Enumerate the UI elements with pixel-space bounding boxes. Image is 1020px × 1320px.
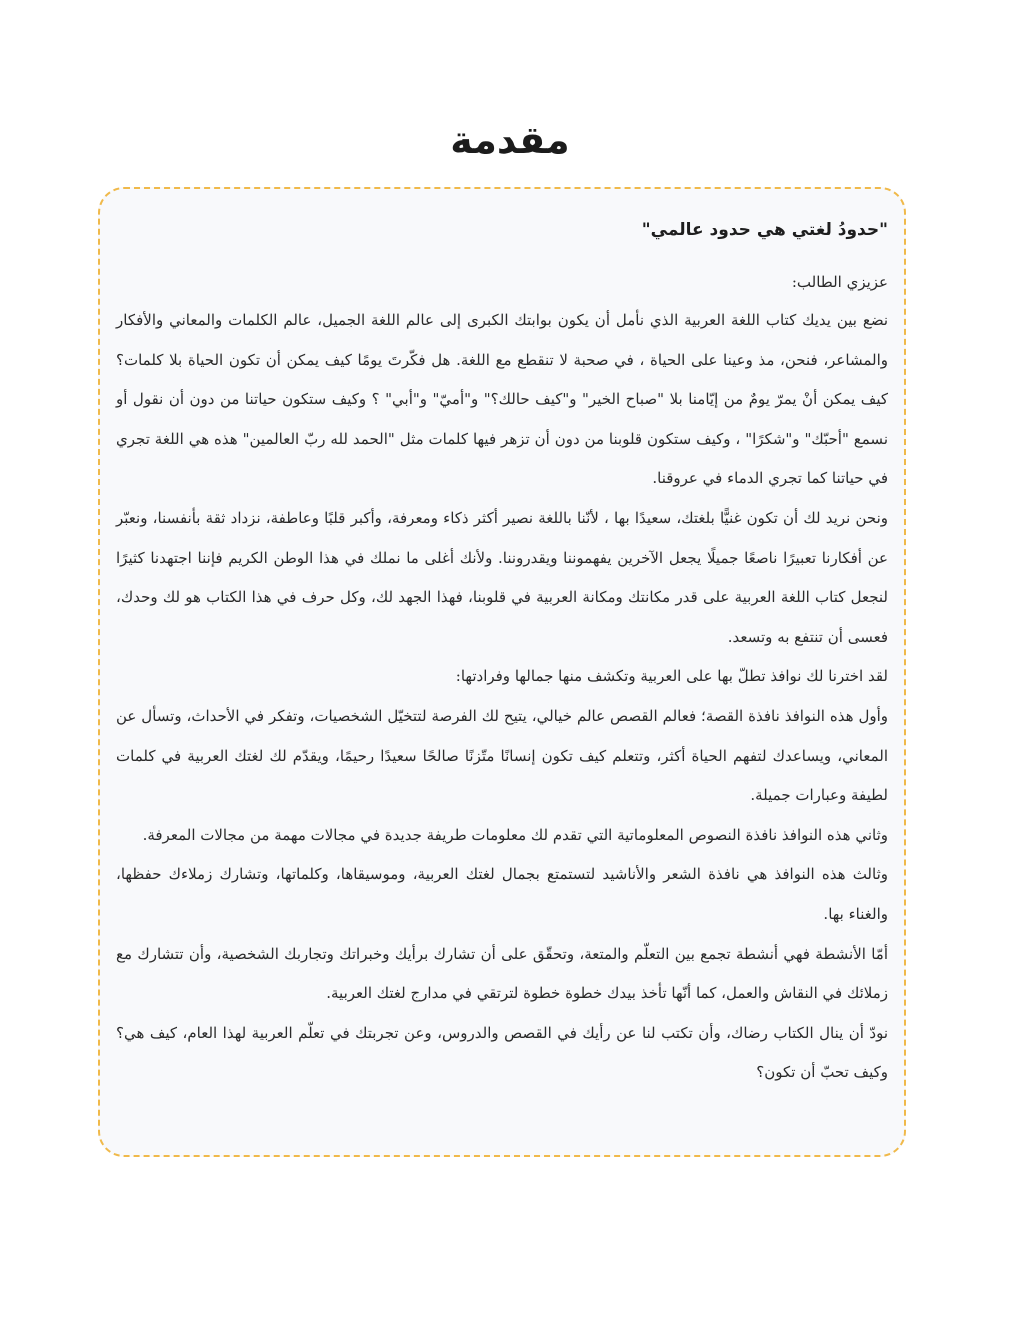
paragraph: نضع بين يديك كتاب اللغة العربية الذي نأمل أن يكون بوابتك الكبرى إلى عالم اللغة الجميل، عالم الكلمات والمعاني والأفكار والمشاعر، فنحن، مذ وعينا على الحياة ، في صحبة لا تنقطع مع اللغة. هل فكّرتَ يومًا كيف يمكن أن تكون الحياة بلا كلمات؟ كيف يمكن أنْ يمرّ يومٌ من إيّامنا بلا "صباح الخير" و"كيف حالك؟" و"أميّ" و"أبي" ؟ وكيف ستكون حياتنا من دون أن نقول أو نسمع "أحبّك" و"شكرًا" ، وكيف ستكون قلوبنا من دون أن تزهر فيها كلمات مثل "الحمد لله ربّ العالمين" هذه هي اللغة تجري في حياتنا كما تجري الدماء في عروقنا.	[116, 311, 888, 488]
paragraph: نودّ أن ينال الكتاب رضاك، وأن تكتب لنا عن رأيك في القصص والدروس، وعن تجربتك في تعلّم العربية لهذا العام، كيف هي؟ وكيف تحبّ أن تكون؟	[116, 1023, 888, 1082]
paragraph: أمّا الأنشطة فهي أنشطة تجمع بين التعلّم والمتعة، وتحقّق على أن تشارك برأيك وخبراتك وتجاربك الشخصية، وأن تتشارك مع زملائك في النقاش والعمل، كما أنّها تأخذ بيدك خطوة خطوة لترتقي في مدارج لغتك العربية.	[116, 944, 889, 1003]
paragraph: لقد اخترنا لك نوافذ تطلّ بها على العربية وتكشف منها جمالها وفرادتها:	[455, 667, 888, 686]
intro-box	[98, 187, 906, 1157]
greeting: عزيزي الطالب:	[791, 273, 888, 291]
page-title: مقدمة	[450, 118, 570, 162]
paragraph: وثاني هذه النوافذ نافذة النصوص المعلوماتية التي تقدم لك معلومات طريفة جديدة في مجالات مهمة من مجالات المعرفة.	[142, 825, 888, 844]
paragraph: وأول هذه النوافذ نافذة القصة؛ فعالم القصص عالم خيالي، يتيح لك الفرصة لتتخيّل الشخصيات، وتفكر في الأحداث، وتسأل عن المعاني، ويساعدك لتفهم الحياة أكثر، وتتعلم كيف تكون إنسانًا متّزنًا صالحًا سعيدًا رحيمًا، ويقدّم لك لغتك العربية في كلمات لطيفة وعبارات جميلة.	[116, 706, 888, 805]
paragraph: وثالث هذه النوافذ هي نافذة الشعر والأناشيد لتستمتع بجمال لغتك العربية، وموسيقاها، وكلماتها، وتشارك زملاءك حفظها، والغناء بها.	[116, 865, 888, 923]
paragraph: ونحن نريد لك أن تكون غنيًّا بلغتك، سعيدًا بها ، لأنّنا باللغة نصير أكثر ذكاء ومعرفة، وأكبر قلبًا وعاطفة، نزداد ثقة بأنفسنا، ونعبّر عن أفكارنا تعبيرًا ناصعًا جميلًا يجعل الآخرين يفهموننا ويقدروننا. ولأنك أغلى ما نملك في هذا الوطن الكريم فإننا اجتهدنا كثيرًا لنجعل كتاب اللغة العربية على قدر مكانتك ومكانة العربية في قلوبنا، فهذا الجهد لك، وكل حرف في هذا الكتاب هو لك وحدك، فعسى أن تنتفع به وتسعد.	[116, 508, 888, 646]
quote-heading: "حدودُ لغتي هي حدود عالمي"	[641, 220, 888, 240]
